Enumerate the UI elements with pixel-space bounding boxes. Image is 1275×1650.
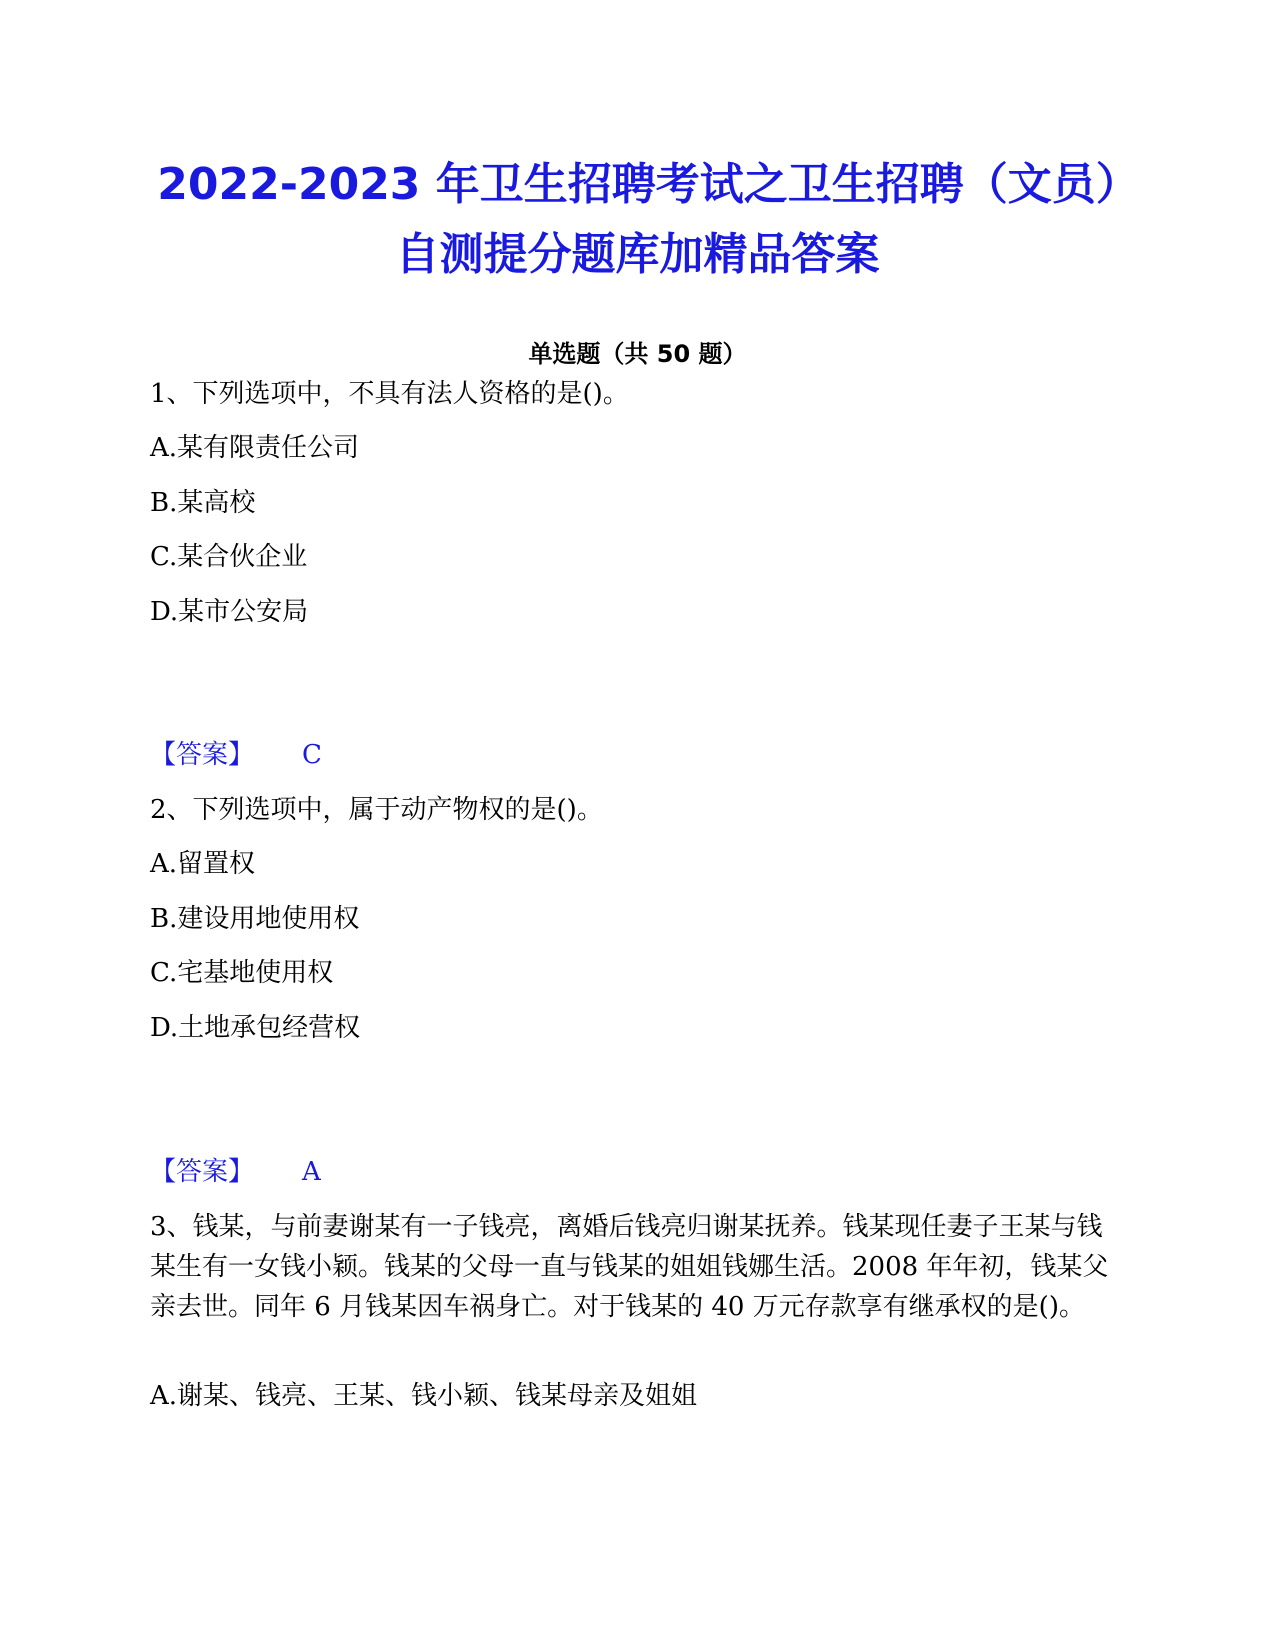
question-stem: 1、下列选项中，不具有法人资格的是()。 — [150, 379, 629, 409]
section-heading: 单选题（共 50 题） — [528, 340, 747, 368]
answer-label: 【答案】 — [150, 1157, 255, 1187]
answer-value: C — [302, 740, 322, 770]
question-stem: 3、钱某，与前妻谢某有一子钱亮，离婚后钱亮归谢某抚养。钱某现任妻子王某与钱某生有一女钱小颖。钱某的父母一直与钱某的姐姐钱娜生活。2008 年年初，钱某父亲去世。同年 6 月钱某因车祸身亡。对于钱某的 40 万元存款享有继承权的是()。 — [150, 1212, 1109, 1322]
option-d: D.某市公安局 — [150, 597, 309, 627]
option-b: B.某高校 — [150, 488, 256, 518]
answer-label: 【答案】 — [150, 740, 255, 770]
option-a: A.留置权 — [150, 849, 256, 879]
answer-line — [150, 1154, 321, 1190]
document-title: 2022-2023 年卫生招聘考试之卫生招聘（文员）自测提分题库加精品答案 — [157, 159, 1118, 280]
option-d: D.土地承包经营权 — [150, 1013, 361, 1043]
option-a: A.某有限责任公司 — [150, 433, 360, 463]
answer-line — [150, 737, 322, 773]
option-c: C.宅基地使用权 — [150, 958, 334, 988]
answer-value: A — [302, 1157, 321, 1187]
option-a: A.谢某、钱亮、王某、钱小颖、钱某母亲及姐姐 — [150, 1381, 698, 1411]
question-stem: 2、下列选项中，属于动产物权的是()。 — [150, 795, 603, 825]
option-b: B.建设用地使用权 — [150, 904, 360, 934]
option-c: C.某合伙企业 — [150, 542, 308, 572]
